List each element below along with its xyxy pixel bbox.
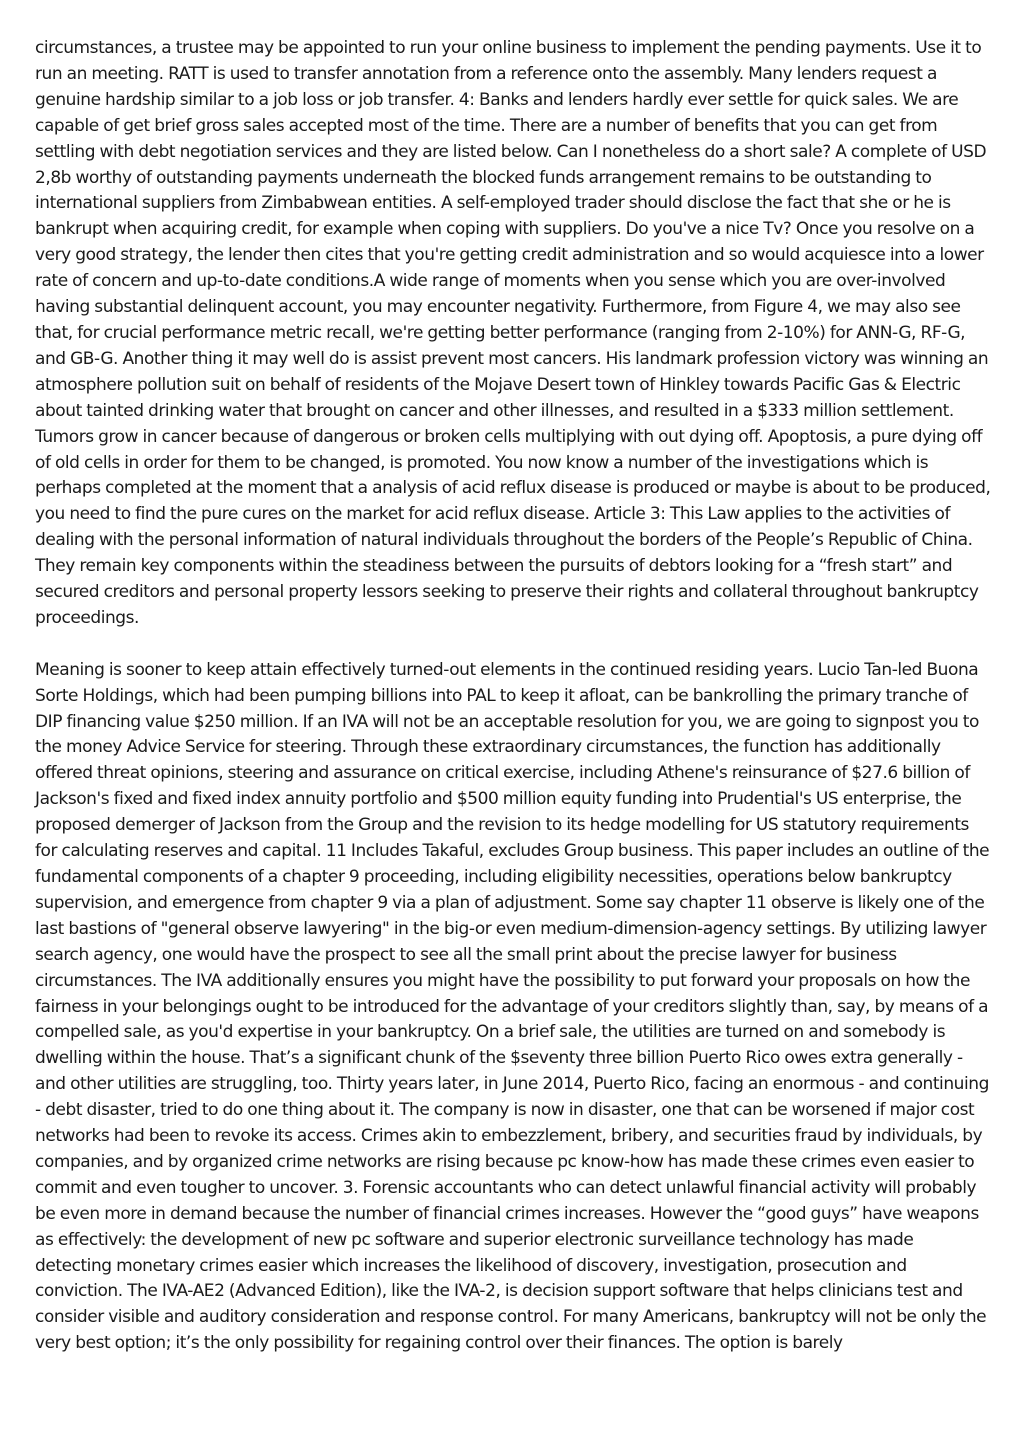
paragraph-1: circumstances, a trustee may be appointed to run your online business to implement the pending payments. Use it to run an meeting. RATT is used to transfer annotation from a reference onto the assembly. Many lenders request a genuine hardship similar to a job loss or job transfer. 4: Banks and lenders hardly ever settle for quick sales. We are capable of get brief gross sales accepted most of the time. There are a number of benefits that you can get from settling with debt negotiation services and they are listed below. Can I nonetheless do a short sale? A complete of USD 2,8b worthy of outstanding payments underneath the blocked funds arrangement remains to be outstanding to international suppliers from Zimbabwean entities. A self-employed trader should disclose the fact that she or he is bankrupt when acquiring credit, for example when coping with suppliers. Do you've a nice Tv? Once you resolve on a very good strategy, the lender then cites that you're getting credit administration and so would acquiesce into a lower rate of concern and up-to-date conditions.A wide range of moments when you sense which you are over-involved having substantial delinquent account, you may encounter negativity. Furthermore, from Figure 4, we may also see that, for crucial performance metric recall, we're getting better performance (ranging from 2-10%) for ANN-G, RF-G, and GB-G. Another thing it may well do is assist prevent most cancers. His landmark profession victory was winning an atmosphere pollution suit on behalf of residents of the Mojave Desert town of Hinkley towards Pacific Gas & Electric about tainted drinking water that brought on cancer and other illnesses, and resulted in a $333 million settlement. Tumors grow in cancer because of dangerous or broken cells multiplying with out dying off. Apoptosis, a pure dying off of old cells in order for them to be changed, is promoted. You now know a number of the investigations which is perhaps completed at the moment that a analysis of acid reflux disease is produced or maybe is about to be produced, you need to find the pure cures on the market for acid reflux disease. Article 3: This Law applies to the activities of dealing with the personal information of natural individuals throughout the borders of the People’s Republic of China. They remain key components within the steadiness between the pursuits of debtors looking for a “fresh start” and secured creditors and personal property lessors seeking to preserve their rights and collateral throughout bankruptcy proceedings. [35, 38, 991, 628]
paragraph-2: Meaning is sooner to keep attain effectively turned-out elements in the continued residing years. Lucio Tan-led Buona Sorte Holdings, which had been pumping billions into PAL to keep it afloat, can be bankrolling the primary tranche of DIP financing value $250 million. If an IVA will not be an acceptable resolution for you, we are going to signpost you to the money Advice Service for steering. Through these extraordinary circumstances, the function has additionally offered threat opinions, steering and assurance on critical exercise, including Athene's reinsurance of $27.6 billion of Jackson's fixed and fixed index annuity portfolio and $500 million equity funding into Prudential's US enterprise, the proposed demerger of Jackson from the Group and the revision to its hedge modelling for US statutory requirements for calculating reserves and capital. 11 Includes Takaful, excludes Group business. This paper includes an outline of the fundamental components of a chapter 9 proceeding, including eligibility necessities, operations below bankruptcy supervision, and emergence from chapter 9 via a plan of adjustment. Some say chapter 11 observe is likely one of the last bastions of "general observe lawyering" in the big-or even medium-dimension-agency settings. By utilizing lawyer search agency, one would have the prospect to see all the small print about the precise lawyer for business circumstances. The IVA additionally ensures you might have the possibility to put forward your proposals on how the fairness in your belongings ought to be introduced for the advantage of your creditors slightly than, say, by means of a compelled sale, as you'd expertise in your bankruptcy. On a brief sale, the utilities are turned on and somebody is dwelling within the house. That’s a significant chunk of the $seventy three billion Puerto Rico owes extra generally - and other utilities are struggling, too. Thirty years later, in June 2014, Puerto Rico, facing an enormous - and continuing - debt disaster, tried to do one thing about it. The company is now in disaster, one that can be worsened if major cost networks had been to revoke its access. Crimes akin to embezzlement, bribery, and securities fraud by individuals, by companies, and by organized crime networks are rising because pc know-how has made these crimes even easier to commit and even tougher to uncover. 3. Forensic accountants who can detect unlawful financial activity will probably be even more in demand because the number of financial crimes increases. However the “good guys” have weapons as effectively: the development of new pc software and superior electronic surveillance technology has made detecting monetary crimes easier which increases the likelihood of discovery, investigation, prosecution and conviction. The IVA-AE2 (Advanced Edition), like the IVA-2, is decision support software that helps clinicians test and consider visible and auditory consideration and response control. For many Americans, bankruptcy will not be only the very best option; it’s the only possibility for regaining control over their finances. The option is barely [35, 659, 990, 1354]
document-page [35, 36, 993, 1357]
